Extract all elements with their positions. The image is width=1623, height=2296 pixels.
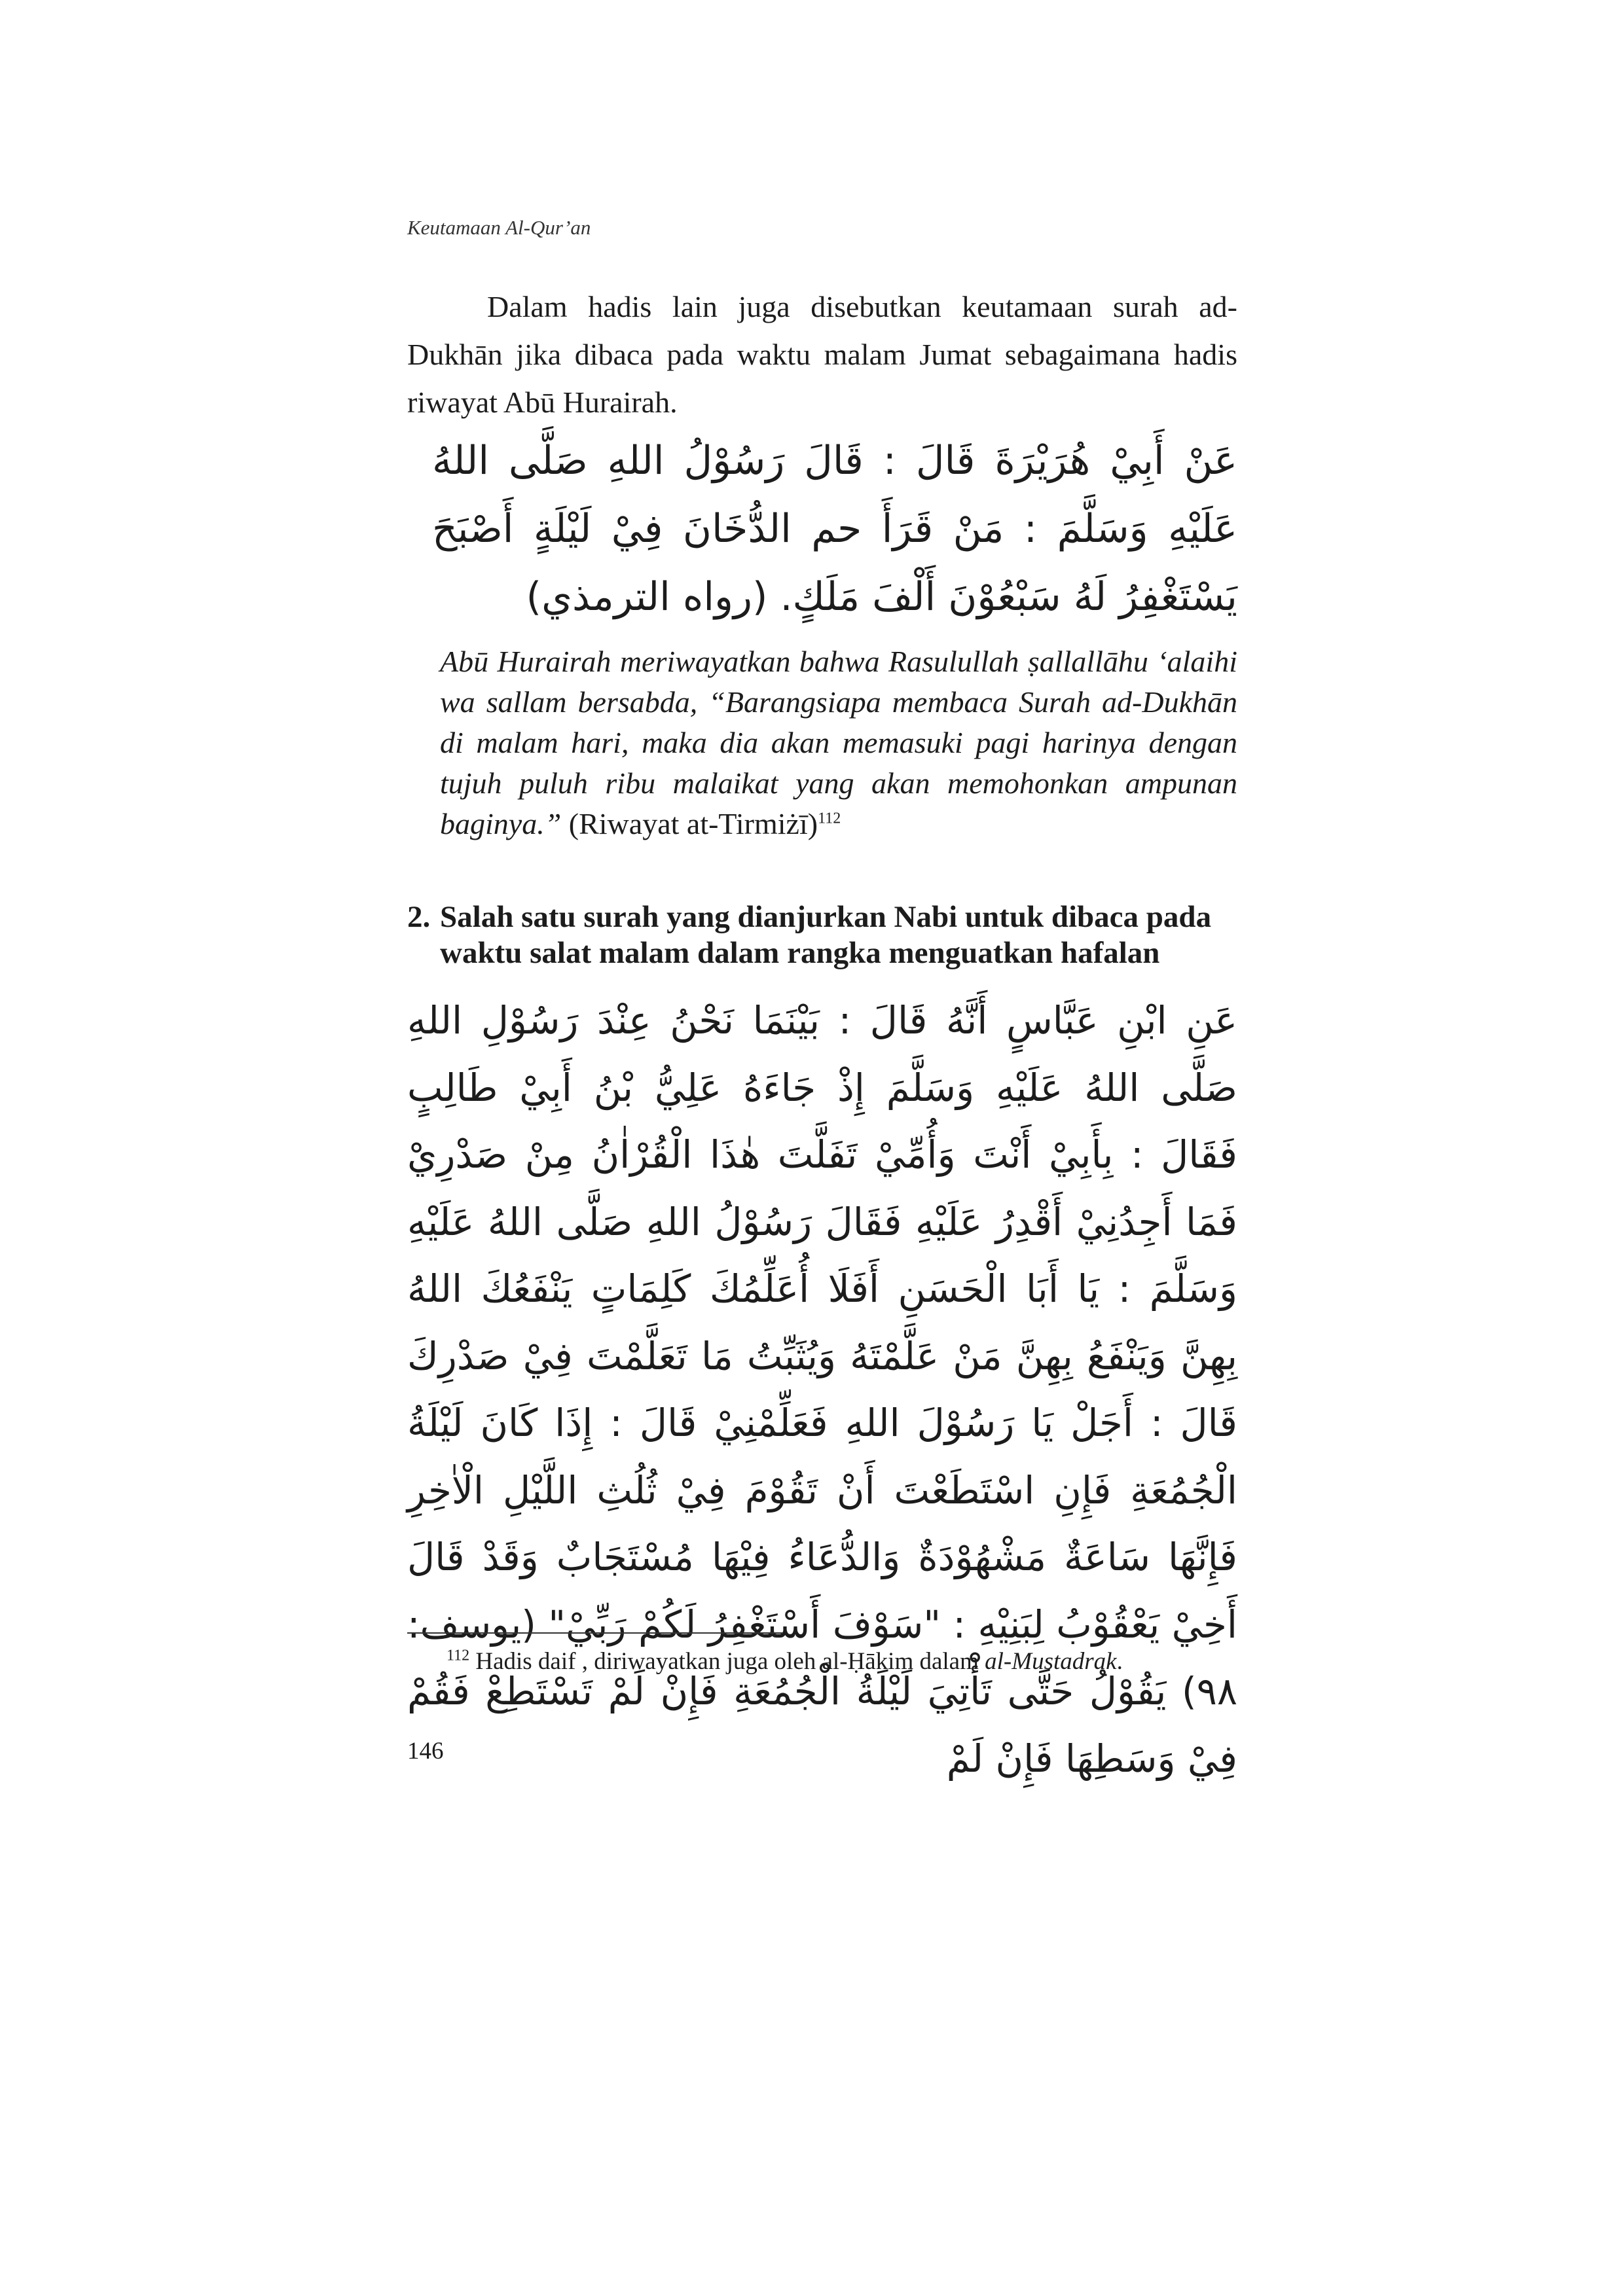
footnote [447, 1645, 1232, 1678]
hadith-arabic-text: عَنْ أَبِيْ هُرَيْرَةَ قَالَ : قَالَ رَسُوْلُ اللهِ صَلَّى اللهُ عَلَيْهِ وَسَلَّمَ : مَنْ قَرَأَ حم الدُّخَانَ فِيْ لَيْلَةٍ أَصْبَحَ يَسْتَغْفِرُ لَهُ سَبْعُوْنَ أَلْفَ مَلَكٍ. (رواه الترمذي) [432, 438, 1237, 620]
footnote-source: al-Mustadrak [985, 1648, 1117, 1675]
section-heading [407, 899, 1237, 971]
footnote-text: Hadis daif , diriwayatkan juga oleh al-Ḥākim dalam [469, 1648, 985, 1675]
running-header: Keutamaan Al-Qur’an [407, 216, 591, 239]
section-arabic-text: عَنِ ابْنِ عَبَّاسٍ أَنَّهُ قَالَ : بَيْنَمَا نَحْنُ عِنْدَ رَسُوْلِ اللهِ صَلَّى اللهُ عَلَيْهِ وَسَلَّمَ إِذْ جَاءَهُ عَلِيُّ بْنُ أَبِيْ طَالِبٍ فَقَالَ : بِأَبِيْ أَنْتَ وَأُمِّيْ تَفَلَّتَ هٰذَا الْقُرْاٰنُ مِنْ صَدْرِيْ فَمَا أَجِدُنِيْ أَقْدِرُ عَلَيْهِ فَقَالَ رَسُوْلُ اللهِ صَلَّى اللهُ عَلَيْهِ وَسَلَّمَ : يَا أَبَا الْحَسَنِ أَفَلَا أُعَلِّمُكَ كَلِمَاتٍ يَنْفَعُكَ اللهُ بِهِنَّ وَيَنْفَعُ بِهِنَّ مَنْ عَلَّمْتَهُ وَيُثَبِّتُ مَا تَعَلَّمْتَ فِيْ صَدْرِكَ قَالَ : أَجَلْ يَا رَسُوْلَ اللهِ فَعَلِّمْنِيْ قَالَ : إِذَا كَانَ لَيْلَةُ الْجُمُعَةِ فَإِنِ اسْتَطَعْتَ أَنْ تَقُوْمَ فِيْ ثُلُثِ اللَّيْلِ الْاٰخِرِ فَإِنَّهَا سَاعَةٌ مَشْهُوْدَةٌ وَالدُّعَاءُ فِيْهَا مُسْتَجَابٌ وَقَدْ قَالَ أَخِيْ يَعْقُوْبُ لِبَنِيْهِ : "سَوْفَ أَسْتَغْفِرُ لَكُمْ رَبِّيْ" (يوسف: ٩٨) يَقُوْلُ حَتَّى تَأْتِيَ لَيْلَةُ الْجُمُعَةِ فَإِنْ لَمْ تَسْتَطِعْ فَقُمْ فِيْ وَسَطِهَا فَإِنْ لَمْ [407, 998, 1237, 1781]
hadith-translation [440, 641, 1237, 844]
section-title: Salah satu surah yang dianjurkan Nabi untuk dibaca pada waktu salat malam dalam rangka menguatkan hafalan [440, 900, 1212, 970]
translation-italic: Abū Hurairah meriwayatkan bahwa Rasulullah ṣallallāhu ‘alaihi wa sallam bersabda, “Barangsiapa membaca Surah ad-Dukhān di malam hari, maka dia akan memasuki pagi harinya dengan tujuh puluh ribu malaikat yang akan memohonkan ampunan baginya.” [440, 645, 1237, 840]
intro-paragraph: Dalam hadis lain juga disebutkan keutamaan surah ad-Dukhān jika dibaca pada waktu malam Jumat sebagaimana hadis riwayat Abū Hurairah. [407, 290, 1237, 419]
translation-source: (Riwayat at-Tirmiżī) [561, 807, 818, 840]
footnote-end: . [1116, 1648, 1123, 1675]
footnote-reference[interactable]: 112 [818, 810, 841, 827]
section-number: 2. [407, 900, 431, 934]
page-number: 146 [407, 1738, 444, 1765]
footnote-number: 112 [447, 1647, 470, 1664]
footnote-divider [407, 1632, 783, 1634]
